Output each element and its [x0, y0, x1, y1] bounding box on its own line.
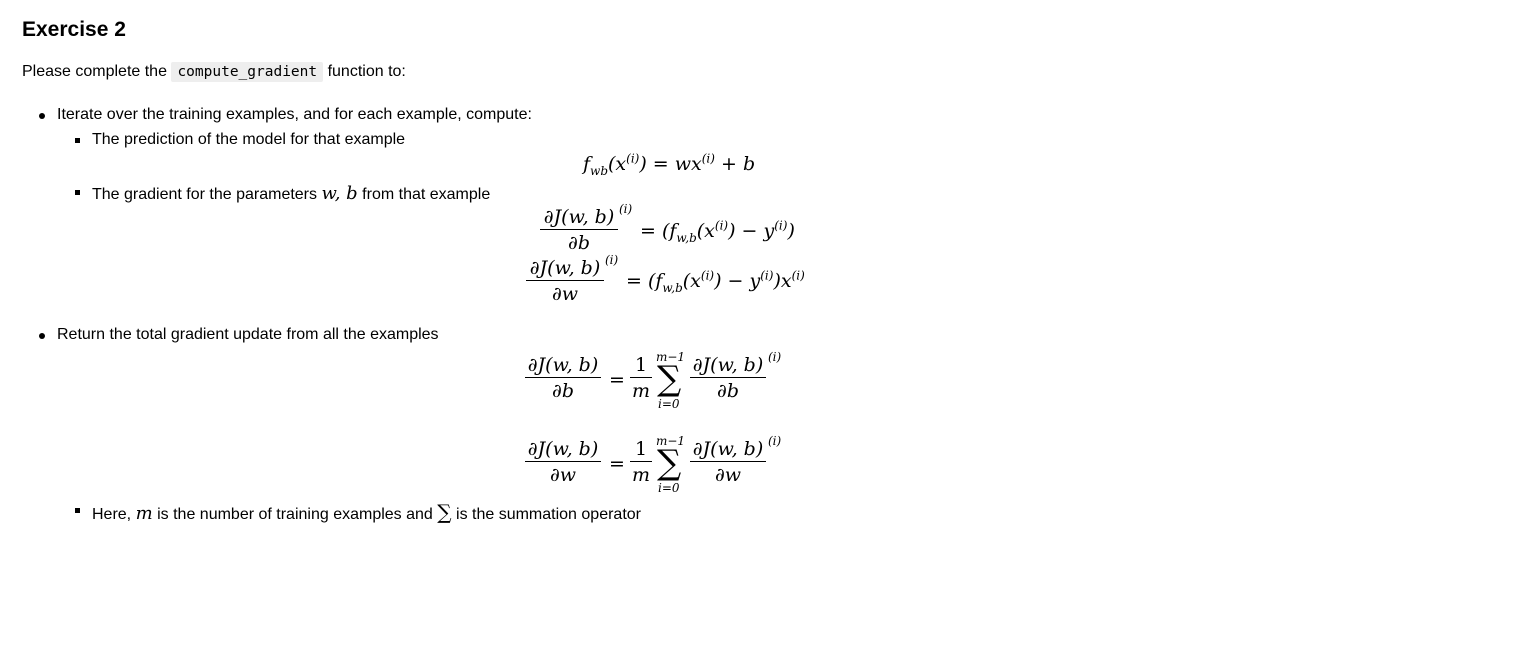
fraction-one-over-m: 1 m: [631, 354, 651, 402]
intro-suffix: function to:: [327, 63, 406, 80]
bullet-note: Here, m is the number of training examples and ∑ is the summation operator: [92, 500, 641, 524]
bullet-disc-icon: [39, 113, 45, 119]
bullet-return: Return the total gradient update from all the examples: [57, 326, 439, 343]
prediction-equation: $f_{wb}(x^{(i)}) = wx^{(i)} + b$: [583, 151, 756, 178]
sup-i: (i): [768, 350, 782, 364]
bullet-prediction: The prediction of the model for that example: [92, 131, 406, 148]
fraction-dj-dw: ∂J(w, b) ∂w: [525, 438, 601, 486]
bullet-iterate: Iterate over the training examples, and for each example, compute:: [57, 106, 532, 123]
bullet-square-icon: [75, 508, 80, 513]
rhs-db-i: = $(f_{w,b}(x^{(i)}) - y^{(i)})$: [640, 218, 795, 245]
bullet-disc-icon: [39, 333, 45, 339]
fraction-dj-dw-i-sum: ∂J(w, b) ∂w: [690, 438, 766, 486]
equals-sign: =: [609, 369, 625, 391]
fraction-one-over-m: 1 m: [631, 438, 651, 486]
intro-paragraph: [22, 63, 406, 81]
summation-icon: ∑: [657, 443, 682, 483]
bullet-square-icon: [75, 138, 80, 143]
bullet-gradient: The gradient for the parameters w, b from that example: [92, 183, 491, 204]
fraction-dj-dw-i: ∂J(w, b) ∂w: [526, 257, 604, 305]
intro-prefix: Please complete the: [22, 63, 167, 80]
sup-i: (i): [605, 253, 619, 267]
fraction-dj-db: ∂J(w, b) ∂b: [525, 354, 601, 402]
fraction-dj-db-i: ∂J(w, b) ∂b: [540, 206, 618, 254]
sum-upper-limit: m−1: [656, 350, 686, 364]
sup-i: (i): [768, 434, 782, 448]
rhs-dw-i: = $(f_{w,b}(x^{(i)}) - y^{(i)})x^{(i)}$: [626, 268, 805, 295]
sum-lower-limit: i=0: [658, 397, 680, 411]
function-name-code: compute_gradient: [171, 62, 323, 82]
sum-upper-limit: m−1: [656, 434, 686, 448]
summation-symbol-icon: ∑: [437, 500, 452, 524]
summation-icon: ∑: [657, 359, 682, 399]
sum-lower-limit: i=0: [658, 481, 680, 495]
sup-i: (i): [619, 202, 633, 216]
page-title: Exercise 2: [22, 18, 126, 41]
fraction-dj-db-i-sum: ∂J(w, b) ∂b: [690, 354, 766, 402]
bullet-square-icon: [75, 190, 80, 195]
equals-sign: =: [609, 453, 625, 475]
